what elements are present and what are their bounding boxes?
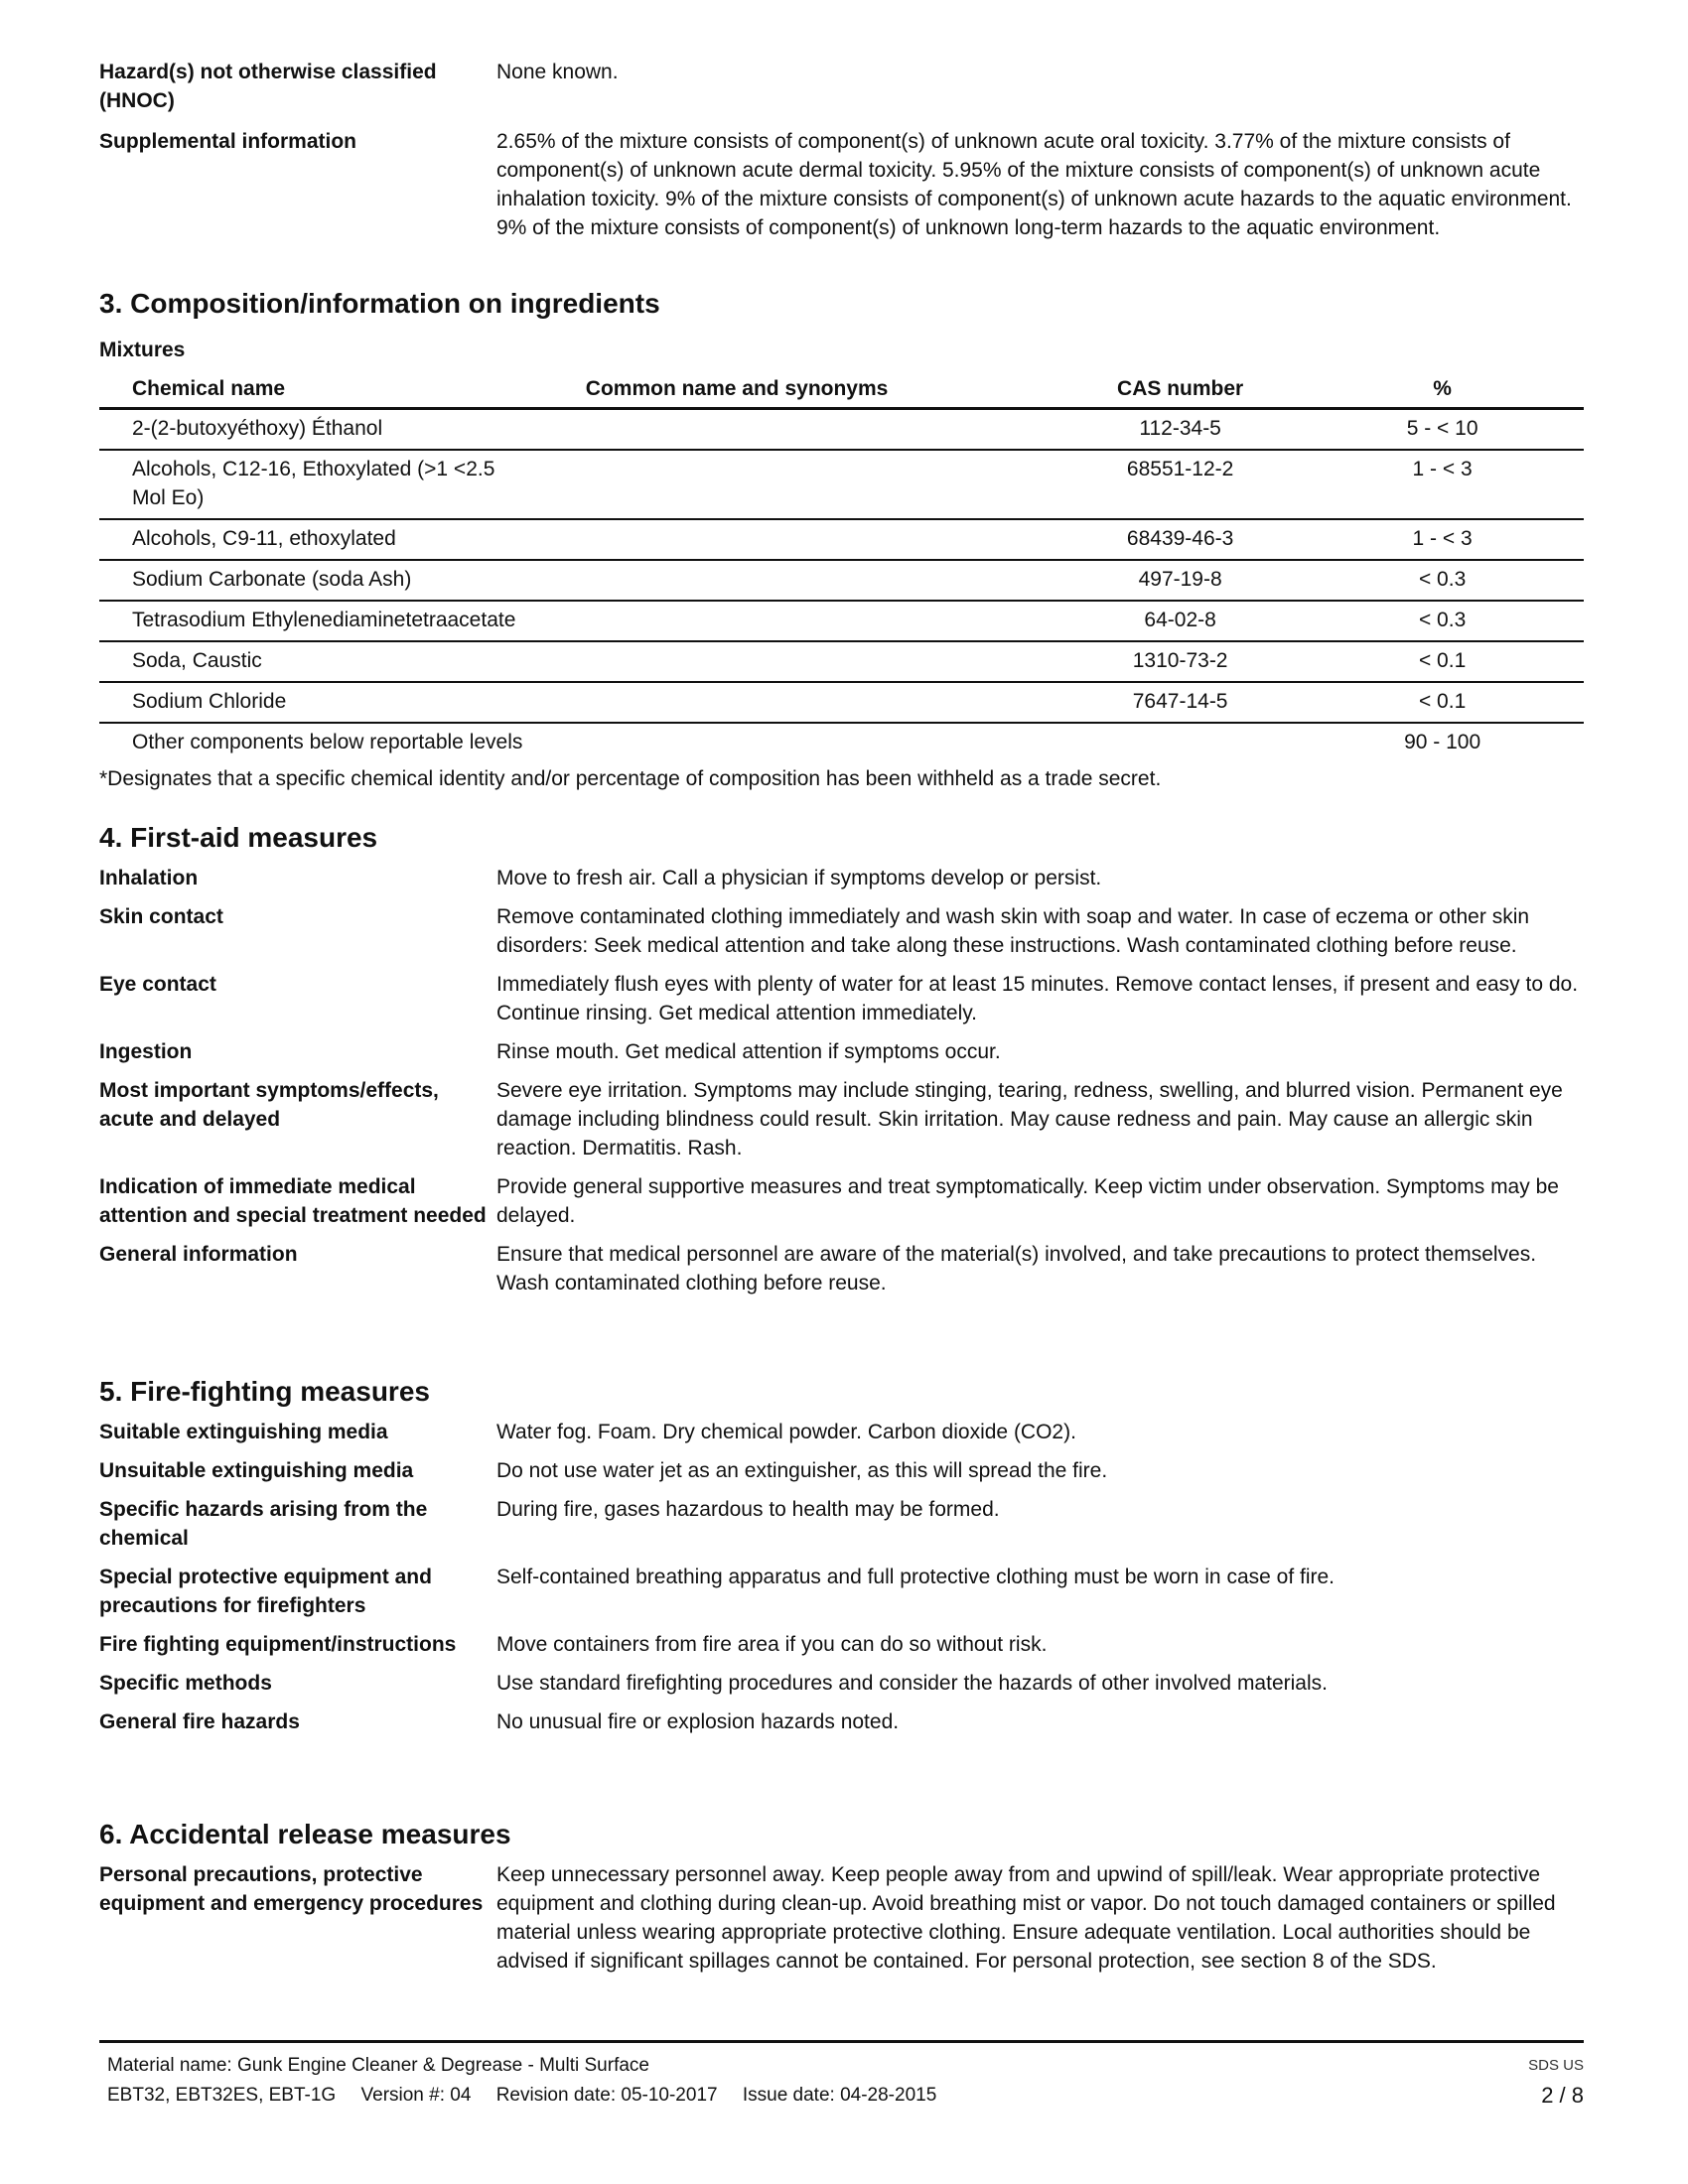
cas-number: 68439-46-3 — [1059, 519, 1301, 560]
field-row — [99, 1076, 1584, 1162]
chemical-name: Soda, Caustic — [99, 641, 586, 682]
percent: < 0.1 — [1301, 682, 1584, 723]
percent: 90 - 100 — [1404, 731, 1481, 753]
common-name — [586, 601, 1059, 641]
page-number: 2 / 8 — [1541, 2083, 1584, 2108]
field-row — [99, 864, 1584, 892]
field-value: Move containers from fire area if you can do so without risk. — [496, 1633, 1048, 1656]
percent: 5 - < 10 — [1301, 409, 1584, 451]
field-row — [99, 1707, 1584, 1736]
version: Version #: 04 — [360, 2085, 472, 2106]
common-name — [586, 682, 1059, 723]
section-accidental-release — [99, 1817, 1584, 1976]
table-row — [99, 723, 1584, 762]
field-value: Move to fresh air. Call a physician if symptoms develop or persist. — [496, 867, 1102, 889]
percent: 1 - < 3 — [1301, 519, 1584, 560]
field-row — [99, 1172, 1584, 1230]
field-label: Indication of immediate medical attention and special treatment needed — [99, 1175, 487, 1227]
footer-right — [1528, 2051, 1584, 2111]
percent: < 0.1 — [1301, 641, 1584, 682]
field-label: Suitable extinguishing media — [99, 1421, 388, 1443]
field-row — [99, 1563, 1584, 1620]
cas-number — [1059, 723, 1301, 762]
cas-number: 7647-14-5 — [1059, 682, 1301, 723]
table-row — [99, 560, 1584, 601]
section-title: 3. Composition/information on ingredients — [99, 288, 660, 319]
field-row — [99, 1456, 1584, 1485]
field-label: Eye contact — [99, 973, 216, 996]
chemical-name: Alcohols, C12-16, Ethoxylated (>1 <2.5 Mol Eo) — [99, 450, 586, 519]
col-percent: % — [1301, 374, 1584, 409]
document-type: SDS US — [1528, 2057, 1584, 2074]
section-title: 6. Accidental release measures — [99, 1819, 511, 1849]
field-row — [99, 970, 1584, 1027]
common-name — [586, 560, 1059, 601]
field-row — [99, 1630, 1584, 1659]
common-name — [586, 450, 1059, 519]
trade-secret-footnote: *Designates that a specific chemical identity and/or percentage of composition has been withheld as a trade secret. — [99, 767, 1162, 790]
hnoc-row — [99, 58, 1584, 115]
table-row — [99, 450, 1584, 519]
field-value: Provide general supportive measures and treat symptomatically. Keep victim under observation. Symptoms may be delayed. — [496, 1175, 1559, 1227]
material-name: Material name: Gunk Engine Cleaner & Degrease - Multi Surface — [107, 2055, 649, 2076]
common-name — [586, 409, 1059, 451]
cas-number: 1310-73-2 — [1059, 641, 1301, 682]
field-value: Rinse mouth. Get medical attention if symptoms occur. — [496, 1040, 1001, 1063]
field-label: Fire fighting equipment/instructions — [99, 1633, 457, 1656]
footer-divider — [99, 2040, 1584, 2043]
field-label: Hazard(s) not otherwise classified (HNOC) — [99, 61, 437, 112]
percent: 1 - < 3 — [1301, 450, 1584, 519]
field-row — [99, 1495, 1584, 1553]
chemical-name: Sodium Carbonate (soda Ash) — [99, 560, 586, 601]
revision-date: Revision date: 05-10-2017 — [495, 2085, 718, 2106]
field-label: General information — [99, 1243, 298, 1266]
chemical-name: Other components below reportable levels — [132, 731, 523, 753]
field-value: Remove contaminated clothing immediately and wash skin with soap and water. In case of eczema or other skin disorders: Seek medical attention and take along these instructions. Wash contaminated clothing before reuse. — [496, 905, 1530, 957]
field-value: Self-contained breathing apparatus and full protective clothing must be worn in case of fire. — [496, 1566, 1335, 1588]
table-row — [99, 519, 1584, 560]
section-composition — [99, 286, 1584, 793]
cas-number: 68551-12-2 — [1059, 450, 1301, 519]
field-label: Personal precautions, protective equipment and emergency procedures — [99, 1863, 484, 1915]
cas-number: 497-19-8 — [1059, 560, 1301, 601]
table-row — [99, 682, 1584, 723]
section-fire-fighting — [99, 1374, 1584, 1736]
field-row — [99, 1037, 1584, 1066]
section-title: 5. Fire-fighting measures — [99, 1376, 430, 1407]
field-value: Do not use water jet as an extinguisher, as this will spread the fire. — [496, 1459, 1108, 1482]
table-row — [99, 641, 1584, 682]
chemical-name: Alcohols, C9-11, ethoxylated — [99, 519, 586, 560]
hazards-block — [99, 58, 1584, 242]
field-value: Ensure that medical personnel are aware of the material(s) involved, and take precautions to protect themselves. Wash contaminated clothing before reuse. — [496, 1243, 1537, 1295]
field-value: 2.65% of the mixture consists of component(s) of unknown acute oral toxicity. 3.77% of the mixture consists of component(s) of unknown acute dermal toxicity. 5.95% of the mixture consists of component(s) of unknown acute inhalation toxicity. 9% of the mixture consists of component(s) of unknown acute hazards to the aquatic environment. 9% of the mixture consists of component(s) of unknown long-term hazards to the aquatic environment. — [496, 130, 1572, 239]
col-common-name: Common name and synonyms — [586, 374, 1059, 409]
chemical-name: Tetrasodium Ethylenediaminetetraacetate — [99, 601, 586, 641]
mixtures-label: Mixtures — [99, 339, 186, 361]
col-chemical-name: Chemical name — [99, 374, 586, 409]
common-name — [586, 519, 1059, 560]
field-label: Specific hazards arising from the chemical — [99, 1498, 428, 1550]
chemical-name: 2-(2-butoxyéthoxy) Éthanol — [99, 409, 586, 451]
col-cas-number: CAS number — [1059, 374, 1301, 409]
field-value: No unusual fire or explosion hazards noted. — [496, 1710, 900, 1733]
field-label: Special protective equipment and precautions for firefighters — [99, 1566, 432, 1617]
field-label: Unsuitable extinguishing media — [99, 1459, 414, 1482]
composition-table — [99, 374, 1584, 762]
field-value: Water fog. Foam. Dry chemical powder. Carbon dioxide (CO2). — [496, 1421, 1076, 1443]
percent: < 0.3 — [1301, 601, 1584, 641]
section-title: 4. First-aid measures — [99, 822, 378, 853]
field-label: Most important symptoms/effects, acute and delayed — [99, 1079, 439, 1131]
field-row — [99, 902, 1584, 960]
field-value: Severe eye irritation. Symptoms may include stinging, tearing, redness, swelling, and blurred vision. Permanent eye damage including blindness could result. Skin irritation. May cause redness and pain. May cause an allergic skin reaction. Dermatitis. Rash. — [496, 1079, 1563, 1160]
field-row — [99, 1860, 1584, 1976]
cas-number: 112-34-5 — [1059, 409, 1301, 451]
document-meta — [107, 2081, 1584, 2111]
field-label: General fire hazards — [99, 1710, 300, 1733]
field-row — [99, 1418, 1584, 1446]
table-header — [99, 374, 1584, 409]
field-value: Immediately flush eyes with plenty of water for at least 15 minutes. Remove contact lenses, if present and easy to do. Continue rinsing. Get medical attention immediately. — [496, 973, 1579, 1024]
page-footer — [107, 2051, 1584, 2111]
table-row — [99, 601, 1584, 641]
field-value: None known. — [496, 61, 619, 83]
field-label: Skin contact — [99, 905, 223, 928]
field-label: Supplemental information — [99, 130, 357, 153]
field-label: Ingestion — [99, 1040, 193, 1063]
section-first-aid — [99, 820, 1584, 1297]
percent: < 0.3 — [1301, 560, 1584, 601]
common-name — [586, 641, 1059, 682]
field-value: During fire, gases hazardous to health may be formed. — [496, 1498, 1000, 1521]
product-codes: EBT32, EBT32ES, EBT-1G — [107, 2085, 337, 2106]
field-value: Keep unnecessary personnel away. Keep people away from and upwind of spill/leak. Wear appropriate protective equipment and clothing during clean-up. Avoid breathing mist or vapor. Do not touch damaged containers or spilled material unless wearing appropriate protective clothing. Ensure adequate ventilation. Local authorities should be advised if significant spillages cannot be contained. For personal protection, see section 8 of the SDS. — [496, 1863, 1556, 1973]
supplemental-row — [99, 127, 1584, 242]
field-value: Use standard firefighting procedures and consider the hazards of other involved materials. — [496, 1672, 1328, 1695]
field-label: Specific methods — [99, 1672, 272, 1695]
issue-date: Issue date: 04-28-2015 — [742, 2085, 937, 2106]
cas-number: 64-02-8 — [1059, 601, 1301, 641]
field-label: Inhalation — [99, 867, 199, 889]
field-row — [99, 1240, 1584, 1297]
field-row — [99, 1669, 1584, 1698]
chemical-name: Sodium Chloride — [99, 682, 586, 723]
table-row — [99, 409, 1584, 451]
